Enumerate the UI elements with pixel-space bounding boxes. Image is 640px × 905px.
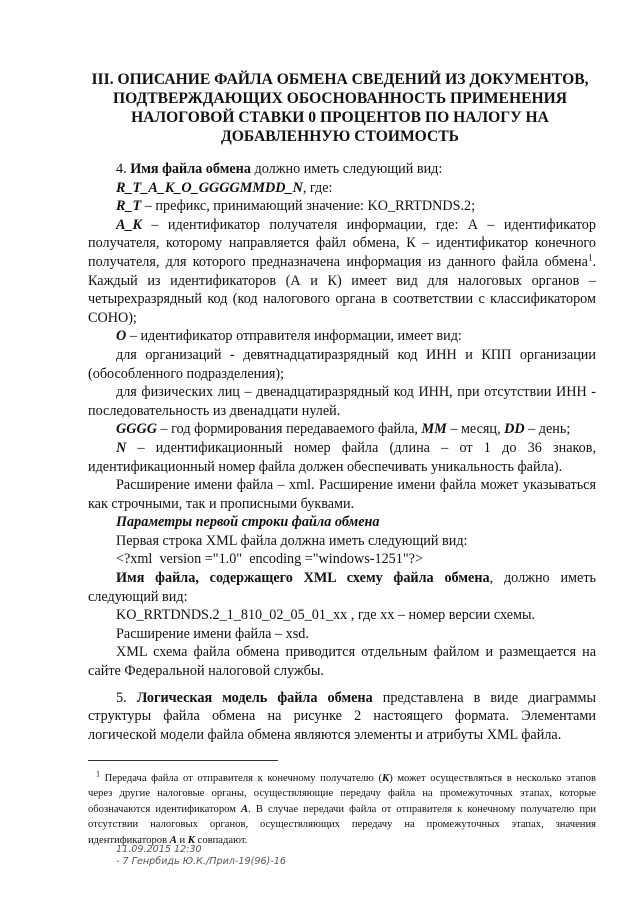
file-name-pattern: R_T_A_K_O_GGGGMMDD_N — [116, 179, 303, 196]
text: представлена в виде диаграммы структуры файла обмена на рисунке 2 настоящего формата. Элементами логической модели файла обмена являются элементы и атрибуты XML файла. — [88, 689, 597, 743]
footnote-number: 1 — [96, 769, 100, 779]
term-file-name: Имя файла обмена — [130, 161, 251, 177]
params-heading: Параметры первой строки файла обмена — [116, 514, 380, 531]
document-reference: - 7 Генрбидь Ю.К./Прил-19(96)-16 — [116, 856, 286, 867]
paragraph-first-line: Первая строка XML файла должна иметь следующий вид: — [116, 532, 468, 549]
text: – идентификатор отправителя информации, имеет вид: — [129, 328, 462, 345]
footnote-divider — [88, 760, 278, 761]
code-n: N — [116, 439, 127, 456]
code-k: К — [382, 773, 390, 784]
text: и — [179, 834, 186, 846]
item-number: 5. — [116, 689, 127, 706]
code-a: А — [169, 834, 177, 846]
item-number: 4. — [116, 161, 127, 177]
code-a: А — [241, 803, 249, 815]
text: совпадают. — [197, 834, 248, 846]
text: Передача файла от отправителя к конечному получателю ( — [104, 773, 383, 784]
text: . В случае передачи файла от отправителя к конечному получателю при отсутствии налоговых органов, осуществляющих передачу на промежуточных этапах, значения идентификаторов — [88, 803, 596, 846]
document-body — [88, 160, 596, 744]
code-o: O — [116, 328, 127, 345]
paragraph-individuals: для физических лиц – двенадцатиразрядный код ИНН, при отсутствии ИНН - последовательность из двенадцати нулей. — [88, 384, 596, 419]
section-title: III. ОПИСАНИЕ ФАЙЛА ОБМЕНА СВЕДЕНИЙ ИЗ ДОКУМЕНТОВ, ПОДТВЕРЖДАЮЩИХ ОБОСНОВАННОСТЬ ПРИМЕНЕНИЯ НАЛОГОВОЙ СТАВКИ 0 ПРОЦЕНТОВ ПО НАЛОГУ НА ДОБАВЛЕННУЮ СТОИМОСТЬ — [91, 71, 589, 145]
paragraph-date — [88, 420, 596, 439]
text: – префикс, принимающий значение: KO_RRTDNDS.2; — [144, 198, 476, 215]
text: – год формирования передаваемого файла, — [160, 421, 418, 438]
paragraph-schema-name — [88, 569, 596, 606]
text: . Каждый из идентификаторов (А и К) имеет вид для налоговых органов – четырехразрядный код (код налогового органа в соответствии с классификатором СОНО); — [88, 253, 596, 326]
schema-file-name: KO_RRTDNDS.2_1_810_02_05_01_xx , где xx – номер версии схемы. — [116, 607, 536, 624]
text: ) может осуществляться в несколько этапов через другие налоговые органы, осуществляющие передачу файла на промежуточных этапах, которые обозначаются идентификатором — [88, 773, 596, 815]
text: – идентификационный номер файла (длина – от 1 до 36 знаков, идентификационный номер файла должен обеспечивать уникальность файла). — [88, 439, 597, 475]
paragraph-ak — [88, 216, 596, 328]
paragraph-extension: Расширение имени файла – xml. Расширение имени файла может указываться как строчными, так и прописными буквами. — [88, 477, 596, 512]
paragraph-organizations: для организаций - девятнадцатиразрядный код ИНН и КПП организации (обособленного подразделения); — [88, 346, 596, 382]
code-ak: A_K — [116, 216, 143, 233]
xml-declaration: <?xml version ="1.0" encoding ="windows-1251"?> — [116, 551, 423, 568]
paragraph-rt — [88, 197, 596, 216]
code-k: К — [187, 834, 195, 846]
schema-note: XML схема файла обмена приводится отдельным файлом и размещается на сайте Федеральной налоговой службы. — [88, 644, 596, 680]
paragraph-file-name — [88, 160, 596, 179]
code-dd: DD — [504, 421, 525, 438]
term-logical-model: Логическая модель файла обмена — [136, 689, 373, 706]
code-rt: R_T — [116, 198, 142, 215]
text: , где: — [302, 179, 333, 196]
code-mm: MM — [421, 421, 447, 438]
text: , должно иметь следующий вид: — [88, 570, 596, 605]
text: должно иметь следующий вид: — [254, 161, 443, 177]
footnote — [88, 771, 596, 848]
text: – день; — [528, 421, 571, 438]
paragraph-n — [88, 439, 596, 476]
text: – месяц, — [450, 421, 501, 438]
paragraph-logical-model — [88, 689, 596, 745]
term-schema-name: Имя файла, содержащего XML схему файла обмена — [116, 570, 490, 587]
schema-extension: Расширение имени файла – xsd. — [116, 625, 309, 642]
footnote-ref: 1 — [587, 252, 593, 263]
print-timestamp: 11.09.2015 12:30 — [116, 844, 202, 855]
code-gggg: GGGG — [116, 421, 157, 438]
paragraph-pattern — [88, 179, 596, 198]
paragraph-o — [88, 327, 596, 346]
text: – идентификатор получателя информации, где: А – идентификатор получателя, которому направляется файл обмена, К – идентификатор конечного получателя, для которого предназначена информация из данного файла обмена — [88, 216, 596, 270]
